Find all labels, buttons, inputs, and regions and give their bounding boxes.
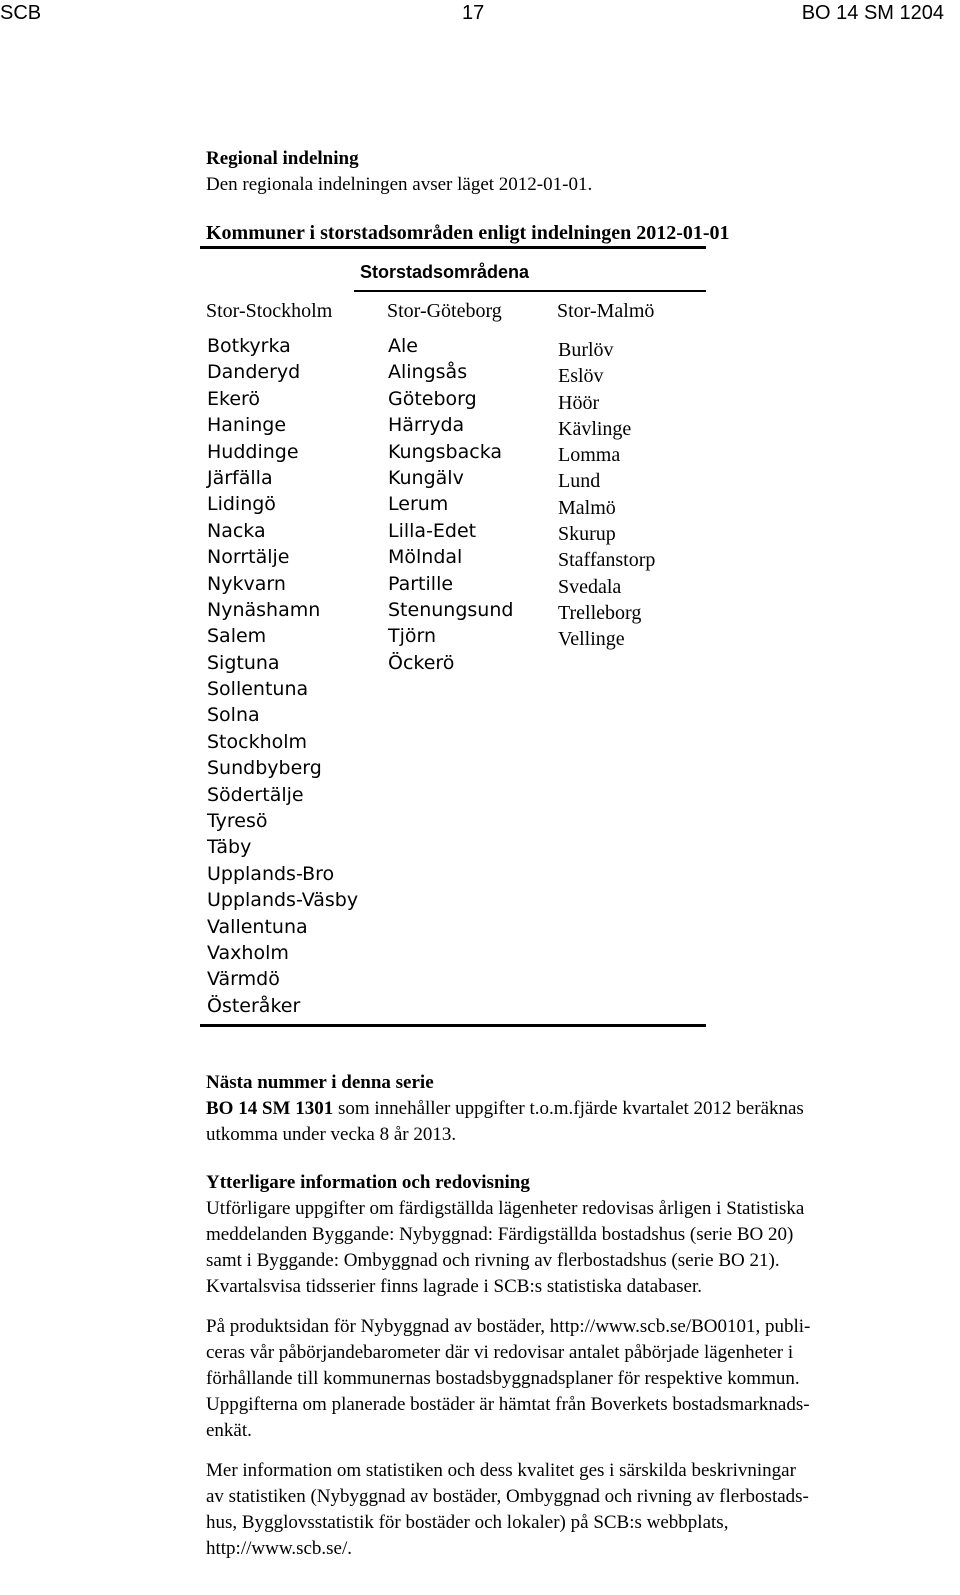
municipality-item: Solna	[207, 704, 260, 727]
municipality-item: Partille	[388, 572, 454, 595]
municipality-item: Österåker	[207, 994, 301, 1017]
column-header-malmo: Stor-Malmö	[557, 300, 655, 322]
paragraph-line: ceras vår påbörjandebarometer där vi redovisar antalet påbörjade lägenheter i	[206, 1342, 794, 1363]
municipality-item: Tyresö	[207, 810, 268, 833]
regional-text: Den regionala indelningen avser läget 2012-01-01.	[206, 174, 593, 195]
municipality-item: Huddinge	[207, 440, 299, 463]
municipality-item: Södertälje	[207, 783, 304, 806]
municipality-item: Ekerö	[207, 387, 261, 410]
more-info-title: Ytterligare information och redovisning	[206, 1172, 530, 1193]
paragraph-line: Utförligare uppgifter om färdigställda lägenheter redovisas årligen i Statistiska	[206, 1198, 805, 1219]
municipality-item: Sundbyberg	[207, 757, 322, 780]
table-bottom-rule	[200, 1024, 706, 1027]
paragraph-line: Mer information om statistiken och dess kvalitet ges i särskilda beskrivningar	[206, 1460, 796, 1481]
paragraph-line: Uppgifterna om planerade bostäder är hämtat från Boverkets bostadsmarknads-	[206, 1394, 810, 1415]
municipality-item: Vallentuna	[207, 915, 308, 938]
municipality-item: Kungsbacka	[388, 440, 503, 463]
municipality-item: Sollentuna	[207, 678, 309, 701]
malmo-municipality-list	[558, 337, 655, 653]
municipality-item: Malmö	[558, 496, 616, 519]
municipality-item: Göteborg	[388, 387, 477, 410]
municipality-item: Härryda	[388, 414, 465, 437]
paragraph-line: På produktsidan för Nybyggnad av bostäder, http://www.scb.se/BO0101, publi-	[206, 1316, 811, 1337]
more-info-section	[206, 1170, 946, 1562]
municipality-item: Upplands-Väsby	[207, 889, 359, 912]
more-info-paragraph-1	[206, 1196, 946, 1300]
publication-code: BO 14 SM 1204	[801, 2, 944, 24]
municipality-item: Värmdö	[207, 968, 280, 991]
next-issue-text: som innehåller uppgifter t.o.m.fjärde kvartalet 2012 beräknas	[333, 1098, 804, 1119]
municipality-item: Danderyd	[207, 361, 301, 384]
municipality-item: Mölndal	[388, 546, 463, 569]
paragraph-line: hus, Bygglovsstatistik för bostäder och lokaler) på SCB:s webbplats,	[206, 1512, 729, 1533]
municipality-item: Upplands-Bro	[207, 862, 335, 885]
municipality-item: Lerum	[388, 493, 449, 516]
table-title: Kommuner i storstadsområden enligt indelningen 2012-01-01	[206, 222, 730, 244]
more-info-paragraph-3	[206, 1458, 946, 1562]
header-org: SCB	[0, 2, 42, 24]
group-header-rule	[354, 290, 706, 292]
municipality-item: Stenungsund	[388, 598, 514, 621]
municipality-item: Lidingö	[207, 493, 276, 516]
municipality-item: Skurup	[558, 523, 616, 546]
paragraph-line: enkät.	[206, 1420, 252, 1441]
municipality-item: Vaxholm	[207, 941, 289, 964]
municipality-item: Lund	[558, 470, 601, 493]
municipality-item: Nacka	[207, 519, 266, 542]
municipality-item: Öckerö	[388, 651, 455, 674]
municipality-item: Kävlinge	[558, 417, 632, 440]
paragraph-line: http://www.scb.se/.	[206, 1538, 353, 1559]
column-header-goteborg: Stor-Göteborg	[387, 300, 502, 322]
municipality-item: Järfälla	[207, 466, 273, 489]
regional-title: Regional indelning	[206, 148, 359, 169]
more-info-paragraph-2	[206, 1314, 946, 1444]
paragraph-line: av statistiken (Nybyggnad av bostäder, Ombyggnad och rivning av flerbostads-	[206, 1486, 809, 1507]
municipality-item: Täby	[207, 836, 252, 859]
table-top-rule	[200, 246, 706, 249]
municipality-item: Sigtuna	[207, 651, 280, 674]
paragraph-line: samt i Byggande: Ombyggnad och rivning av flerbostadshus (serie BO 21).	[206, 1250, 780, 1271]
page-number: 17	[462, 2, 485, 24]
paragraph-line: Kvartalsvisa tidsserier finns lagrade i SCB:s statistiska databaser.	[206, 1276, 703, 1297]
paragraph-line: förhållande till kommunernas bostadsbyggnadsplaner för respektive kommun.	[206, 1368, 800, 1389]
municipality-item: Staffanstorp	[558, 549, 656, 572]
municipality-item: Stockholm	[207, 730, 308, 753]
column-header-stockholm: Stor-Stockholm	[206, 300, 333, 322]
municipality-item: Ale	[388, 335, 418, 357]
municipality-item: Salem	[207, 625, 267, 648]
municipality-item: Svedala	[558, 575, 622, 598]
municipality-item: Eslöv	[558, 365, 604, 388]
municipality-item: Nykvarn	[207, 572, 286, 595]
table-group-header: Storstadsområdena	[360, 262, 530, 282]
paragraph-line: meddelanden Byggande: Nybyggnad: Färdigställda bostadshus (serie BO 20)	[206, 1224, 794, 1245]
municipality-item: Nynäshamn	[207, 598, 321, 621]
next-issue-section	[206, 1070, 946, 1148]
municipality-item: Tjörn	[388, 625, 437, 648]
municipality-item: Vellinge	[558, 628, 625, 651]
next-issue-text-2: utkomma under vecka 8 år 2013.	[206, 1124, 457, 1145]
municipality-item: Norrtälje	[207, 546, 290, 569]
municipality-item: Haninge	[207, 414, 287, 437]
next-issue-title: Nästa nummer i denna serie	[206, 1072, 434, 1093]
municipality-item: Botkyrka	[207, 335, 291, 357]
goteborg-municipality-list	[388, 333, 513, 676]
next-issue-code: BO 14 SM 1301	[206, 1098, 334, 1119]
stockholm-municipality-list	[207, 333, 358, 1019]
municipality-item: Lomma	[558, 444, 621, 467]
municipality-item: Kungälv	[388, 466, 464, 489]
municipality-item: Höör	[558, 391, 600, 414]
municipality-item: Burlöv	[558, 339, 614, 361]
municipality-item: Lilla-Edet	[388, 519, 477, 542]
regional-section	[206, 146, 946, 198]
municipality-item: Trelleborg	[558, 601, 642, 624]
municipality-item: Alingsås	[388, 361, 468, 384]
